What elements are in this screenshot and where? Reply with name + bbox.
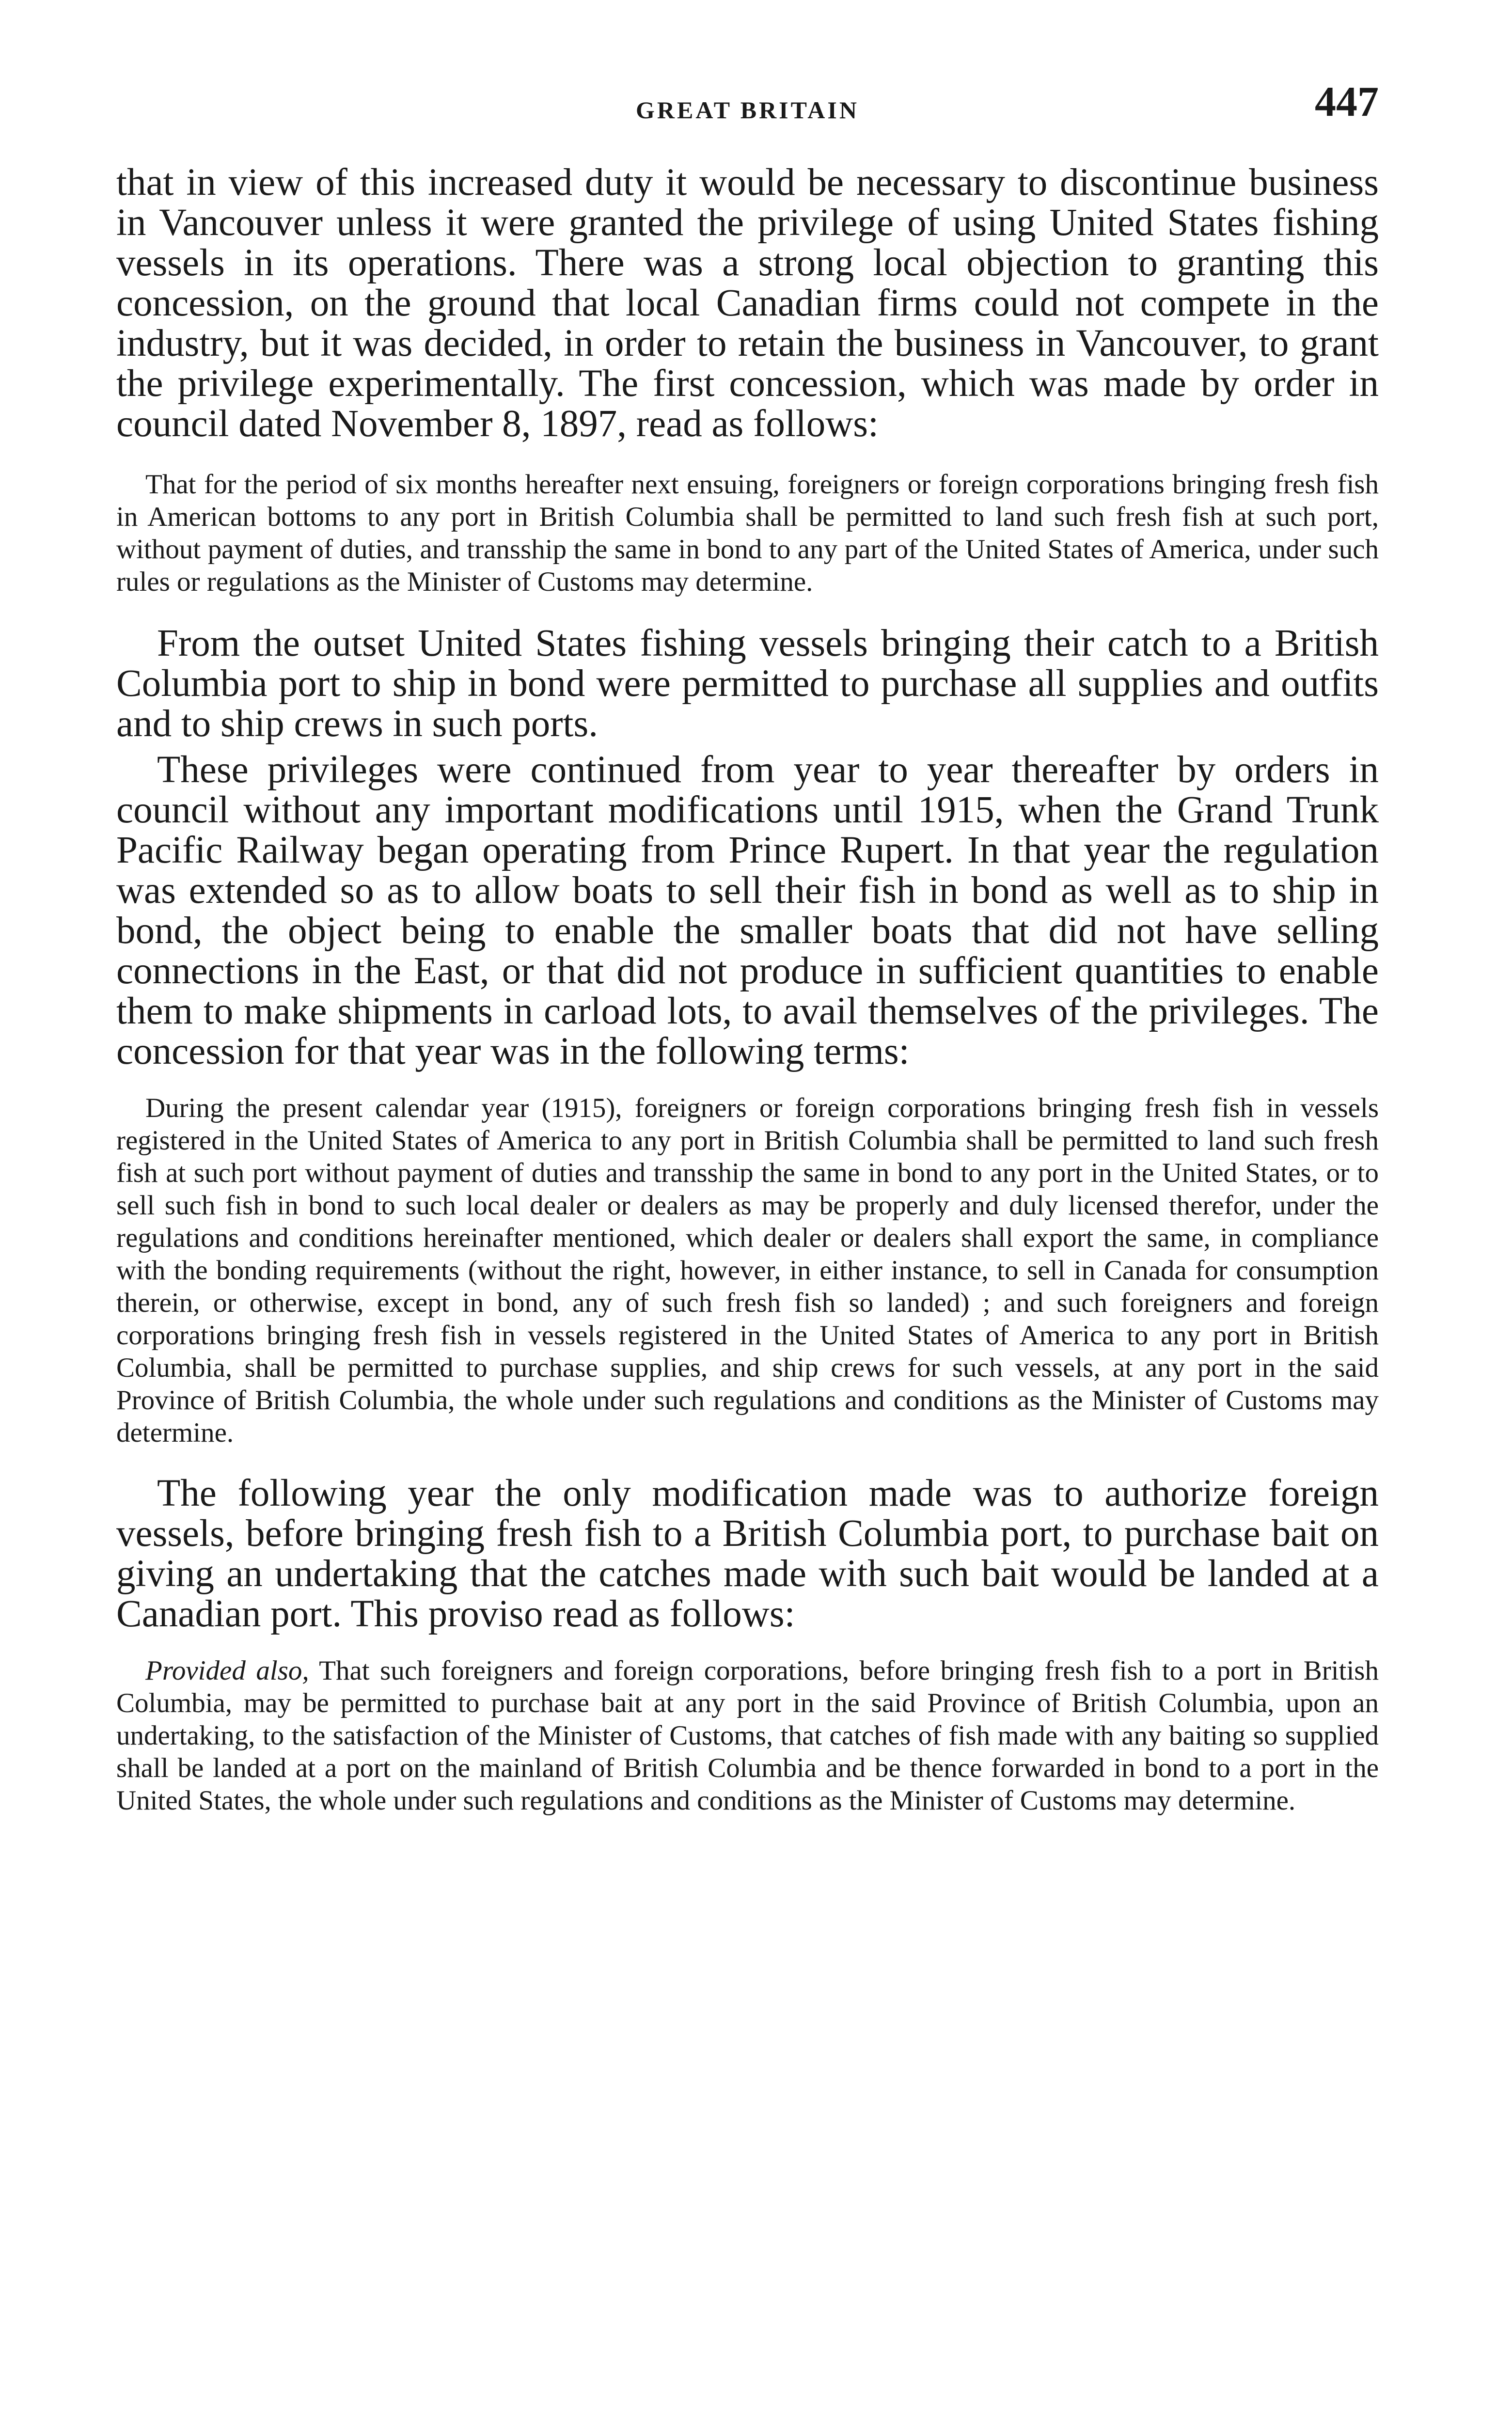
- paragraph-3: These privileges were continued from year to year thereafter by orders in council without any important modifications until 1915, when the Grand Trunk Pacific Railway began operating from Prince Rupert. In that year the regulation was extended so as to allow boats to sell their fish in bond as well as to ship in bond, the object being to enable the smaller boats that did not have selling connections in the East, or that did not produce in sufficient quantities to enable them to make shipments in carload lots, to avail themselves of the privileges. The concession for that year was in the following terms:: [116, 749, 1379, 1072]
- page-number: 447: [1315, 79, 1379, 126]
- paragraph-1: that in view of this increased duty it would be necessary to discontinue business in Vancouver unless it were granted the privilege of using United States fishing vessels in its operations. There was a strong local objection to granting this concession, on the ground that local Canadian firms could not compete in the industry, but it was decided, in order to retain the business in Vancouver, to grant the privilege experimentally. The first concession, which was made by order in council dated November 8, 1897, read as follows:: [116, 161, 1379, 445]
- paragraph-2: From the outset United States fishing vessels bringing their catch to a British Columbia port to ship in bond were permitted to purchase all supplies and outfits and to ship crews in such ports.: [116, 622, 1379, 745]
- proviso-lead: Provided also,: [145, 1655, 309, 1686]
- quoted-proviso: [116, 1654, 1379, 1817]
- proviso-text: That such foreigners and foreign corporations, before bringing fresh fish to a port in British Columbia, may be permitted to purchase bait at any port in the said Province of British Columbia, upon an undertaking, to the satisfaction of the Minister of Customs, that catches of fish made with any baiting so supplied shall be landed at a port on the mainland of British Columbia and be thence forwarded in bond to a port in the United States, the whole under such regulations and conditions as the Minister of Customs may determine.: [116, 1655, 1379, 1816]
- running-title: GREAT BRITAIN: [636, 96, 859, 124]
- paragraph-4: The following year the only modification made was to authorize foreign vessels, before bringing fresh fish to a British Columbia port, to purchase bait on giving an undertaking that the catches made with such bait would be landed at a Canadian port. This proviso read as follows:: [116, 1472, 1379, 1635]
- quoted-order-1897: That for the period of six months hereafter next ensuing, foreigners or foreign corporations bringing fresh fish in American bottoms to any port in British Columbia shall be permitted to land such fresh fish at such port, without payment of duties, and transship the same in bond to any part of the United States of America, under such rules or regulations as the Minister of Customs may determine.: [116, 469, 1379, 597]
- quoted-order-1915: During the present calendar year (1915), foreigners or foreign corporations bringing fresh fish in vessels registered in the United States of America to any port in British Columbia shall be permitted to land such fresh fish at such port without payment of duties and transship the same in bond to any port in the United States, or to sell such fish in bond to such local dealer or dealers as may be properly and duly licensed therefor, under the regulations and conditions hereinafter mentioned, which dealer or dealers shall export the same, in compliance with the bonding requirements (without the right, however, in either instance, to sell in Canada for consumption therein, or otherwise, except in bond, any of such fresh fish so landed) ; and such foreigners and foreign corporations bringing fresh fish in vessels registered in the United States of America to any port in British Columbia, shall be permitted to purchase supplies, and ship crews for such vessels, at any port in the said Province of British Columbia, the whole under such regulations and conditions as the Minister of Customs may determine.: [116, 1093, 1379, 1448]
- page-header: [116, 78, 1379, 136]
- body-text: [116, 162, 1379, 1817]
